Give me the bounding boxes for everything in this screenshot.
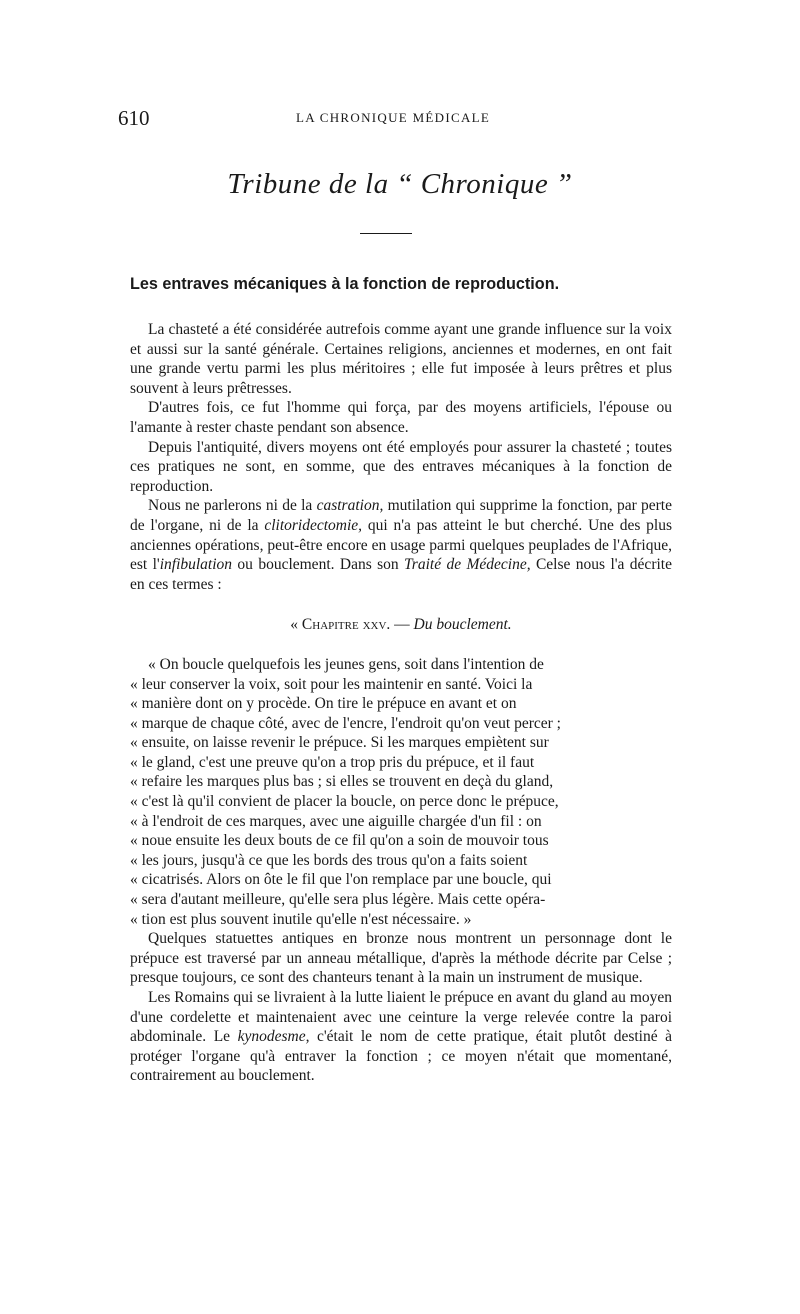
text-run: mutilation qui supprime la fonction, par perte de l'organe, ni de la [130,497,672,534]
quote-line: « c'est là qu'il convient de placer la boucle, on perce donc le prépuce, [130,793,559,811]
page-number: 610 [118,106,150,130]
quote-line: « marque de chaque côté, avec de l'encre, l'endroit qu'on veut percer ; [130,714,561,732]
chapter-label: Chapitre xxv. [301,616,391,634]
chapter-heading [130,615,672,635]
running-head [118,106,678,130]
quote-line: « refaire les marques plus bas ; si elles se trouvent en deçà du gland, [130,773,554,791]
paragraph-romans [130,988,672,1086]
quote-line: « noue ensuite les deux bouts de ce fil qu'on a soin de mouvoir tous [130,832,549,850]
quote-line: « leur conserver la voix, soit pour les maintenir en santé. Voici la [130,675,533,693]
term-kynodesme: kynodesme, [237,1028,310,1046]
quote-line: « tion est plus souvent inutile qu'elle n'est nécessaire. » [130,910,472,928]
quote-line: « le gland, c'est une preuve qu'on a trop pris du prépuce, et il faut [130,753,535,771]
book-title: Traité de Médecine, [404,556,531,574]
quote-line: « cicatrisés. Alors on ôte le fil que l'on remplace par une boucle, qui [130,871,552,889]
paragraph-infibulation [130,496,672,594]
text-run: qui n'a pas atteint le but cherché. Une des plus anciennes opérations, peut-être encore en usage parmi quelques peuplades de l'Afrique, est l' [130,516,672,574]
quote-line: « les jours, jusqu'à ce que les bords des trous qu'on a faits soient [130,851,528,869]
article-body [130,320,672,1086]
quote-mark: « [290,616,302,634]
paragraph-antiquity: Depuis l'antiquité, divers moyens ont été employés pour assurer la chasteté ; toutes ces pratiques ne sont, en somme, que des entraves mécaniques à la fonction de reproduction. [130,438,672,495]
text-run: Nous ne parlerons ni de la [148,497,317,515]
quote-line: « ensuite, on laisse revenir le prépuce. Si les marques empiètent sur [130,734,549,752]
quote-line: « sera d'autant meilleure, qu'elle sera plus légère. Mais cette opéra- [130,891,546,909]
title-divider [360,233,412,234]
quote-line: « à l'endroit de ces marques, avec une aiguille chargée d'un fil : on [130,812,542,830]
quote-line: « On boucle quelquefois les jeunes gens, soit dans l'intention de [148,655,544,673]
chapter-subtitle: Du bouclement. [413,616,512,634]
paragraph-chastity: La chasteté a été considérée autrefois comme ayant une grande influence sur la voix et aussi sur la santé générale. Certaines religions, anciennes et modernes, en ont fait une grande vertu parmi les plus méritoires ; elle fut imposée à leurs prêtres et plus souvent à leurs prêtresses. [130,321,672,397]
term-infibulation: infibulation [159,556,233,574]
term-clitoridectomie: clitoridectomie, [264,516,363,534]
journal-title: LA CHRONIQUE MÉDICALE [296,110,491,125]
paragraph-statuettes: Quelques statuettes antiques en bronze nous montrent un personnage dont le prépuce est traversé par un anneau métallique, d'après la méthode décrite par Celse ; presque toujours, ce sont des chanteurs tenant à la main un instrument de musique. [130,930,672,987]
text-run: Celse nous l'a décrite en ces termes : [130,556,672,593]
text-run: Les Romains qui se livraient à la lutte liaient le prépuce en avant du gland au moyen d'une cordelette et maintenaient avec une ceinture la verge relevée contre la paroi abdominale. Le [130,989,672,1046]
term-castration: castration, [316,497,384,515]
chapter-dash: — [390,616,414,634]
text-run: ou bouclement. Dans son [232,556,405,574]
celsus-quotation [130,655,672,929]
text-run: c'était le nom de cette pratique, était plutôt destiné à protéger l'organe qu'à entraver la fonction ; ce moyen n'était que momentané, contrairement au bouclement. [130,1028,673,1085]
paragraph-absence: D'autres fois, ce fut l'homme qui força, par des moyens artificiels, l'épouse ou l'amante à rester chaste pendant son absence. [130,399,672,436]
quote-line: « manière dont on y procède. On tire le prépuce en avant et on [130,695,517,713]
section-title: Tribune de la “ Chronique ” [227,168,573,200]
article-title: Les entraves mécaniques à la fonction de reproduction. [130,275,560,293]
